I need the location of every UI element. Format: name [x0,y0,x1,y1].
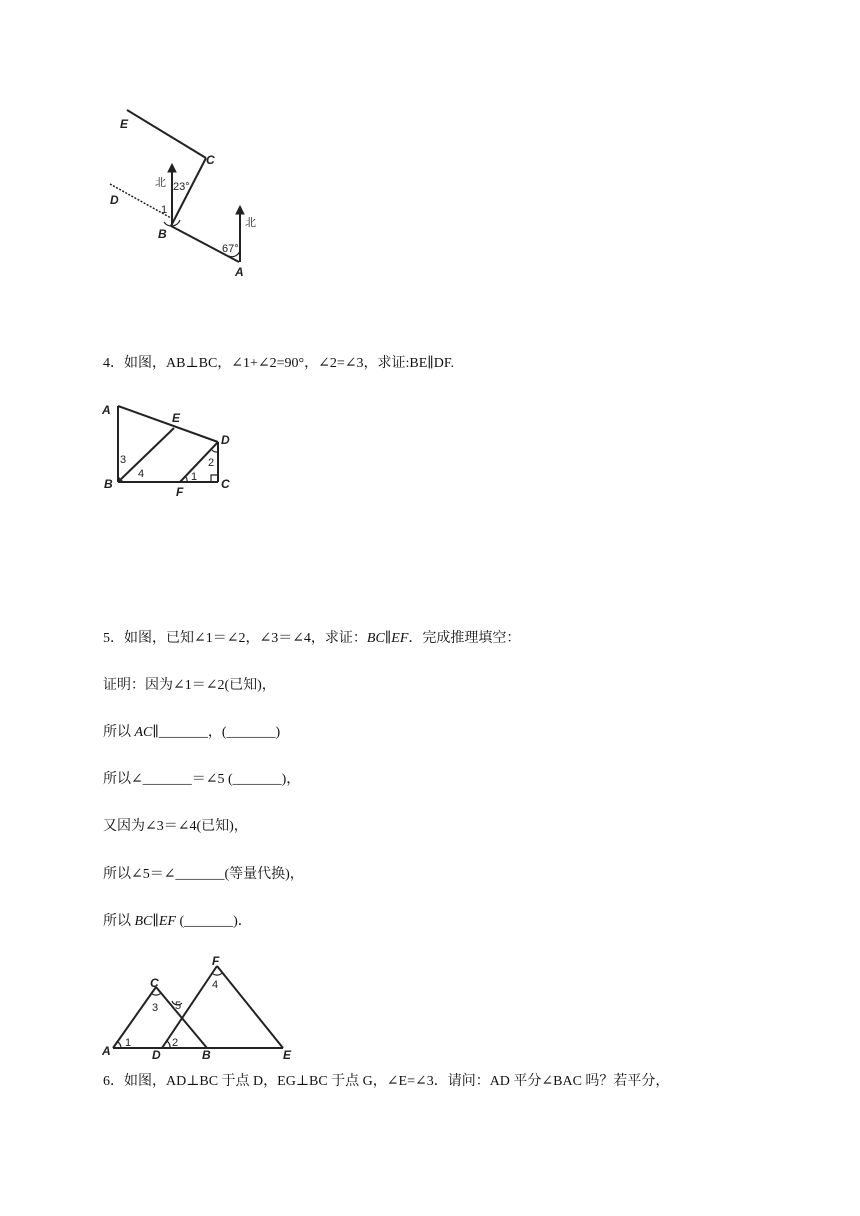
problem-6-text: 6．如图，AD⊥BC 于点 D，EG⊥BC 于点 G，∠E=∠3．请问：AD 平分∠BAC 吗？若平分， [103,1074,670,1089]
p4-label-B: B [104,477,113,491]
p4-angle-3: 3 [120,454,127,466]
north-label-B: 北 [155,176,166,189]
proof-line-6: 所以 BC∥EF (_______)． [103,914,252,929]
label-D: D [110,193,119,207]
p5-angle-1: 1 [125,1037,132,1049]
label-C: C [206,153,215,167]
north-label-A: 北 [245,216,256,229]
proof-line-3: 所以∠_______＝∠5 (_______)， [103,772,301,787]
p5-label-B: B [202,1048,211,1062]
angle-67: 67° [222,243,239,255]
angle-23: 23° [173,181,190,193]
p4-label-A: A [102,403,111,417]
p4-angle-2: 2 [208,457,215,469]
p5-label-E: E [283,1048,292,1062]
problem-4-figure [100,398,240,498]
problem-5-text: 5．如图，已知∠1＝∠2，∠3＝∠4，求证：BC∥EF．完成推理填空： [103,631,521,646]
p4-label-F: F [176,485,184,498]
label-B: B [158,227,167,241]
label-angle-1: 1 [161,204,168,216]
p4-label-C: C [221,477,230,491]
p5-angle-5: 5 [175,1000,182,1012]
p5-angle-3: 3 [152,1002,159,1014]
proof-line-1: 证明：因为∠1＝∠2(已知)， [103,678,276,693]
problem-4-text: 4．如图，AB⊥BC，∠1+∠2=90°，∠2=∠3，求证:BE∥DF. [103,356,455,371]
label-A: A [235,265,244,279]
proof-line-2: 所以 AC∥_______，(_______) [103,725,281,740]
p5-label-D: D [152,1048,161,1062]
p5-angle-2: 2 [172,1037,179,1049]
p4-angle-4: 4 [138,468,145,480]
p5-angle-4: 4 [212,979,219,991]
p4-label-E: E [172,411,181,425]
p4-label-D: D [221,433,230,447]
p5-label-A: A [102,1044,111,1058]
p5-label-C: C [150,976,159,990]
proof-line-4: 又因为∠3＝∠4(已知)， [103,819,248,834]
proof-line-5: 所以∠5＝∠_______(等量代换)， [103,867,304,882]
p5-label-F: F [212,955,220,968]
p4-angle-1: 1 [191,471,198,483]
problem-5-figure [100,955,300,1063]
label-E: E [120,117,129,131]
bearing-figure [100,100,270,285]
